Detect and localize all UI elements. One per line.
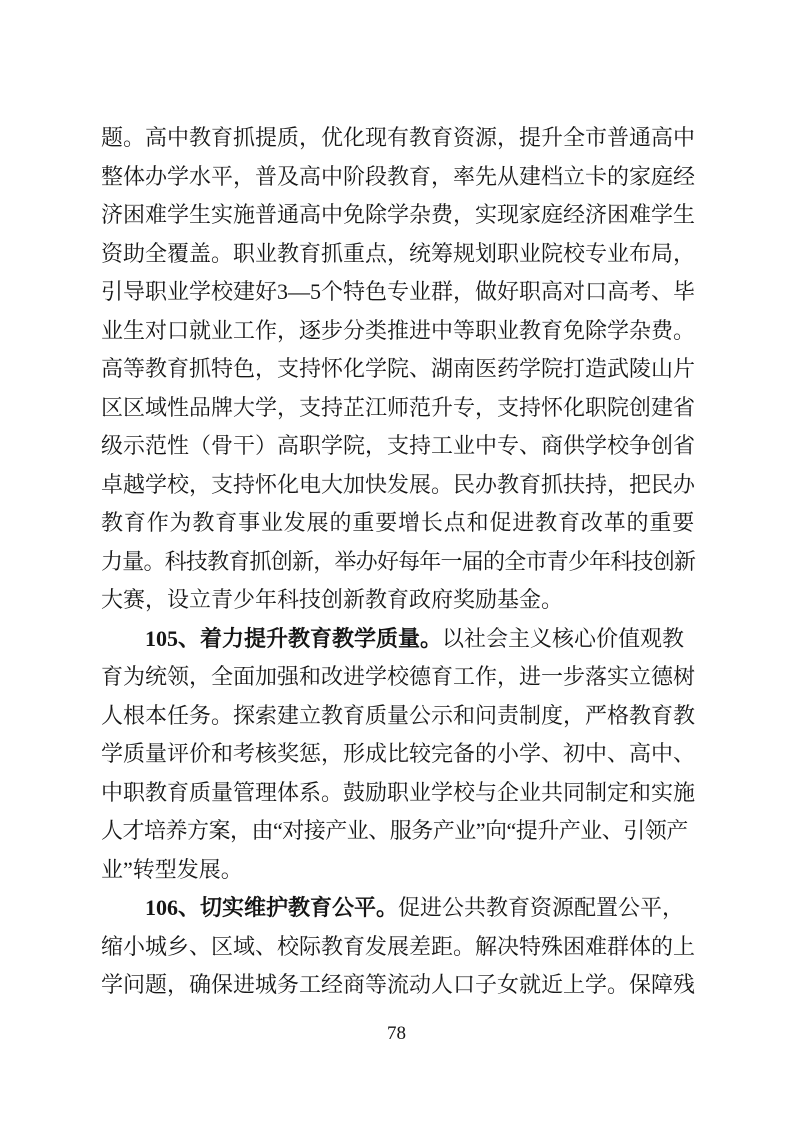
paragraph-continuation: [101, 119, 695, 620]
text-line: 缩小城乡、区域、校际教育发展差距。解决特殊困难群体的上: [101, 933, 696, 959]
paragraph-item-106: [101, 889, 695, 1005]
text-line: 学问题，确保进城务工经商等流动人口子女就近上学。保障残: [101, 972, 696, 997]
text-line: 业生对口就业工作，逐步分类推进中等职业教育免除学杂费。: [101, 317, 696, 343]
page-number: 78: [387, 1023, 406, 1044]
text-line: 人才培养方案，由“对接产业、服务产业”向“提升产业、引领产: [101, 818, 688, 843]
text-line: 学质量评价和考核奖惩，形成比较完备的小学、初中、高中、: [101, 741, 696, 766]
text-line: 资助全覆盖。职业教育抓重点，统筹规划职业院校专业布局，: [101, 240, 696, 266]
text-line: 大赛，设立青少年科技创新教育政府奖励基金。: [101, 587, 564, 612]
item-106-heading: 106、切实维护教育公平。: [145, 895, 399, 920]
text-line: 中职教育质量管理体系。鼓励职业学校与企业共同制定和实施: [101, 779, 696, 805]
text-line: 力量。科技教育抓创新，举办好每年一届的全市青少年科技创新: [101, 548, 696, 574]
item-105-heading: 105、着力提升教育教学质量。: [145, 625, 443, 651]
item-106-lead-text: 促进公共教育资源配置公平，: [398, 895, 685, 920]
text-line: 区区域性品牌大学，支持芷江师范升专，支持怀化职院创建省: [101, 394, 696, 420]
text-line: 育为统领，全面加强和改进学校德育工作，进一步落实立德树: [101, 664, 696, 689]
text-line: 级示范性（骨干）高职学院，支持工业中专、商供学校争创省: [101, 433, 696, 458]
text-line: 济困难学生实施普通高中免除学杂费，实现家庭经济困难学生: [101, 202, 696, 227]
text-line: [101, 620, 695, 659]
page-body: [101, 119, 695, 1005]
paragraph-item-105: [101, 620, 695, 890]
text-line: 卓越学校，支持怀化电大加快发展。民办教育抓扶持，把民办: [101, 471, 696, 497]
text-line: 引导职业学校建好3—5个特色专业群，做好职高对口高考、毕: [101, 279, 696, 304]
text-line: 教育作为教育事业发展的重要增长点和促进教育改革的重要: [101, 510, 696, 535]
text-line: 高等教育抓特色，支持怀化学院、湖南医药学院打造武陵山片: [101, 356, 696, 381]
text-line: 业”转型发展。: [101, 856, 243, 882]
item-105-lead-text: 以社会主义核心价值观教: [442, 625, 685, 651]
text-line: 人根本任务。探索建立教育质量公示和问责制度，严格教育教: [101, 702, 696, 728]
text-line: 题。高中教育抓提质，优化现有教育资源，提升全市普通高中: [101, 125, 696, 150]
text-line: 整体办学水平，普及高中阶段教育，率先从建档立卡的家庭经: [101, 163, 696, 189]
text-line: [101, 889, 695, 928]
